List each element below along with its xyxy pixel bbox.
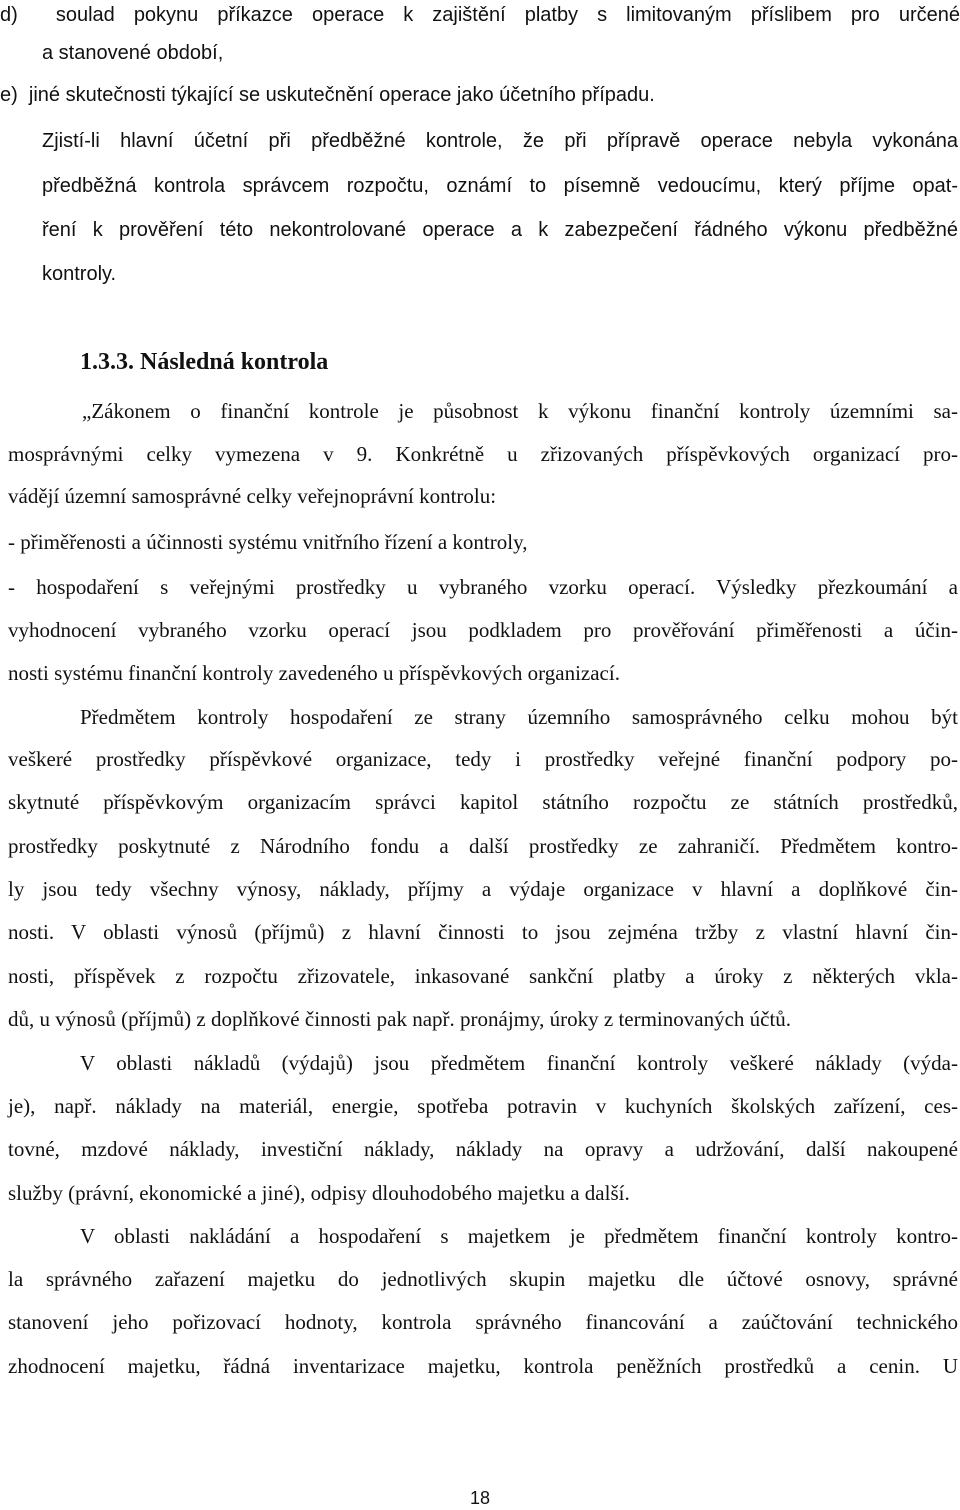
paragraph-4-line: V oblasti nákladů (výdajů) jsou předmětem finanční kontroly veškeré náklady (výda- [80,1051,958,1075]
list-item-d: d) soulad pokynu příkazce operace k zajištění platby s limitovaným příslibem pro určené [0,4,960,26]
paragraph-2-line: mosprávnými celky vymezena v 9. Konkrétně u zřizovaných příspěvkových organizací pro- [8,442,958,466]
paragraph-4-line: služby (právní, ekonomické a jiné), odpisy dlouhodobého majetku a další. [8,1181,630,1205]
paragraph-4-line: tovné, mzdové náklady, investiční náklady, náklady na opravy a udržování, další nakoupené [8,1137,958,1161]
paragraph-5-line: V oblasti nakládání a hospodaření s majetkem je předmětem finanční kontroly kontro- [80,1224,958,1248]
paragraph-5-line: stanovení jeho pořizovací hodnoty, kontrola správného financování a zaúčtování technického [8,1310,958,1334]
paragraph-4-line: je), např. náklady na materiál, energie, spotřeba potravin v kuchyních školských zařízení, ces- [8,1094,958,1118]
paragraph-3-line: nosti. V oblasti výnosů (příjmů) z hlavní činnosti to jsou zejména tržby z vlastní hlavní čin- [8,920,958,944]
paragraph-3-line: veškeré prostředky příspěvkové organizace, tedy i prostředky veřejné finanční podpory po- [8,747,958,771]
paragraph-2-line: „Zákonem o finanční kontrole je působnost k výkonu finanční kontroly územními sa- [82,399,958,423]
page-number: 18 [469,1488,491,1508]
paragraph-1-line: ření k prověření této nekontrolované operace a k zabezpečení řádného výkonu předběžné [42,219,958,241]
paragraph-3-line: Předmětem kontroly hospodaření ze strany územního samosprávného celku mohou být [80,705,958,729]
paragraph-3-line: dů, u výnosů (příjmů) z doplňkové činnosti pak např. pronájmy, úroky z terminovaných účtů. [8,1007,792,1031]
list-item-e: e) jiné skutečnosti týkající se uskutečnění operace jako účetního případu. [0,84,655,106]
paragraph-2-line: - hospodaření s veřejnými prostředky u vybraného vzorku operací. Výsledky přezkoumání a [8,575,958,599]
paragraph-5-line: zhodnocení majetku, řádná inventarizace majetku, kontrola peněžních prostředků a cenin. U [8,1354,958,1378]
paragraph-3-line: prostředky poskytnuté z Národního fondu a další prostředky ze zahraničí. Předmětem kontro- [8,834,958,858]
paragraph-1-line: Zjistí-li hlavní účetní při předběžné kontrole, že při přípravě operace nebyla vykonána [42,130,958,152]
paragraph-3-line: skytnuté příspěvkovým organizacím správci kapitol státního rozpočtu ze státních prostředků, [8,790,958,814]
paragraph-1-line: kontroly. [42,263,117,285]
paragraph-3-line: ly jsou tedy všechny výnosy, náklady, příjmy a výdaje organizace v hlavní a doplňkové čin- [8,877,958,901]
paragraph-2-line: vyhodnocení vybraného vzorku operací jsou podkladem pro prověřování přiměřenosti a účin- [8,618,958,642]
paragraph-2-line: nosti systému finanční kontroly zavedeného u příspěvkových organizací. [8,661,620,685]
section-heading: 1.3.3. Následná kontrola [80,349,329,375]
list-item-d-continuation: a stanovené období, [42,42,224,64]
paragraph-2-line: vádějí územní samosprávné celky veřejnoprávní kontrolu: [8,484,497,508]
paragraph-3-line: nosti, příspěvek z rozpočtu zřizovatele, inkasované sankční platby a úroky z některých vkla- [8,964,958,988]
paragraph-5-line: la správného zařazení majetku do jednotlivých skupin majetku dle účtové osnovy, správné [8,1267,958,1291]
paragraph-1-line: předběžná kontrola správcem rozpočtu, oznámí to písemně vedoucímu, který příjme opat- [42,175,958,197]
paragraph-2-line: - přiměřenosti a účinnosti systému vnitřního řízení a kontroly, [8,530,528,554]
